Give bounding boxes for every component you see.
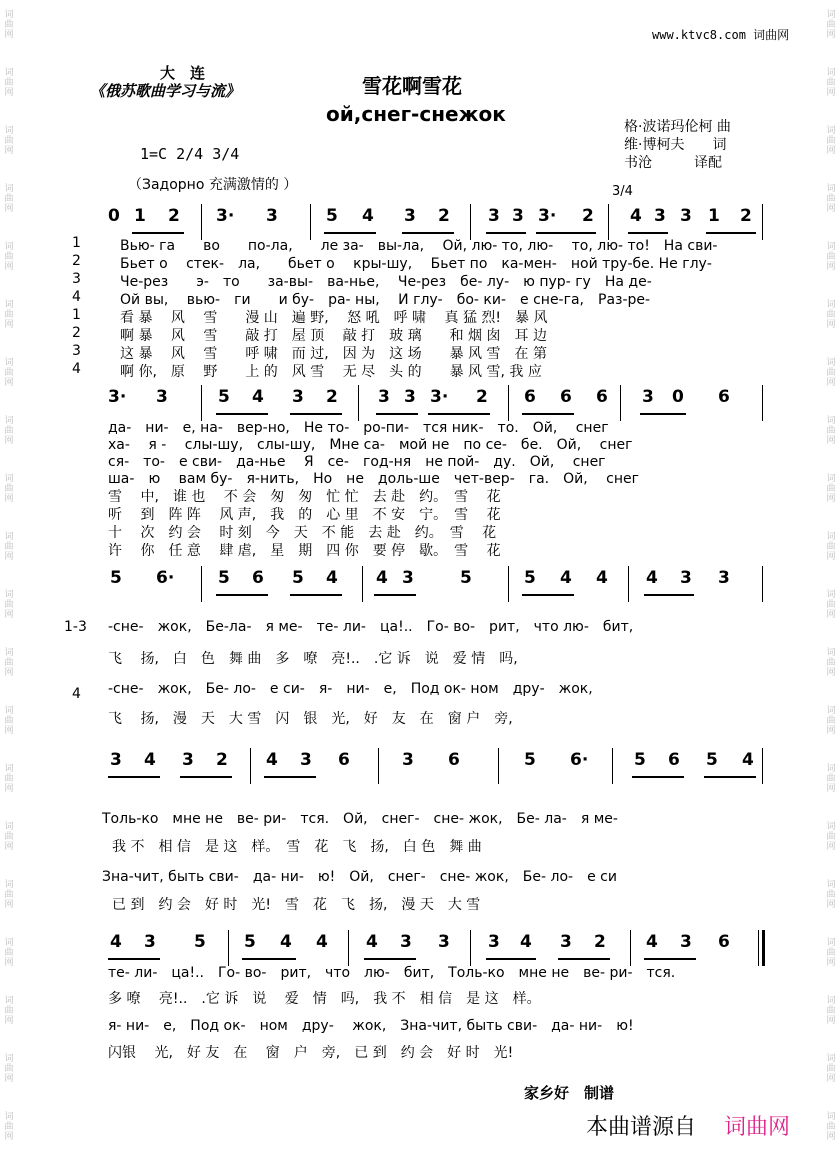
barline xyxy=(201,385,202,421)
note: 3 xyxy=(680,568,692,588)
verse-number: 3 xyxy=(72,271,81,287)
note: 2 xyxy=(326,387,338,407)
side-watermark-text: 词曲网 xyxy=(826,358,836,388)
note: 3· xyxy=(216,206,235,226)
side-watermark-text: 词曲网 xyxy=(826,996,836,1026)
barline xyxy=(628,566,629,602)
beam xyxy=(402,232,454,234)
note: 5 xyxy=(706,750,718,770)
note: 4 xyxy=(266,750,278,770)
note: 3 xyxy=(292,387,304,407)
side-watermark-text: 词曲网 xyxy=(4,822,14,852)
note: 1 xyxy=(134,206,146,226)
publisher-line2: 《俄苏歌曲学习与流》 xyxy=(90,82,241,100)
note: 5 xyxy=(460,568,472,588)
note: 3 xyxy=(144,932,156,952)
note: 6· xyxy=(156,568,175,588)
beam xyxy=(290,594,342,596)
note: 6 xyxy=(524,387,536,407)
note: 5 xyxy=(634,750,646,770)
lyric-line: я- ни- е, Под ок- ном дру- жок, Зна-чит, быть сви- да- ни- ю! xyxy=(108,1018,634,1034)
note: 3 xyxy=(680,206,692,226)
side-watermark-text: 词曲网 xyxy=(4,938,14,968)
lyric-line: ша- ю вам бу- я-нить, Но не доль-ше чет-вер- га. Ой, снег xyxy=(108,471,639,487)
beam xyxy=(264,776,316,778)
side-watermark-text: 词曲网 xyxy=(4,358,14,388)
lyric-line: Бьет о стек- ла, бьет о кры-шу, Бьет по ка-мен- ной тру-бе. Не глу- xyxy=(120,256,712,272)
note: 6 xyxy=(448,750,460,770)
beam xyxy=(216,413,268,415)
side-watermark-text: 词曲网 xyxy=(826,1112,836,1142)
note: 4 xyxy=(520,932,532,952)
note: 0 xyxy=(672,387,684,407)
note: 0 xyxy=(108,206,120,226)
beam xyxy=(242,958,296,960)
side-watermark-text: 词曲网 xyxy=(826,880,836,910)
note: 6 xyxy=(338,750,350,770)
lyric-line: Че-рез э- то за-вы- ва-нье, Че-рез бе- лу- ю пур- гу На де- xyxy=(120,274,652,290)
note: 3 xyxy=(680,932,692,952)
lyric-line: 雪 中, 谁 也 不 会 匆 匆 忙 忙 去 赴 约。 雪 花 xyxy=(108,489,501,505)
note: 4 xyxy=(560,568,572,588)
lyric-line: -сне- жок, Бе-ла- я ме- те- ли- ца!.. Го- во- рит, что лю- бит, xyxy=(108,619,634,635)
side-watermark-text: 词曲网 xyxy=(4,1054,14,1084)
note: 3 xyxy=(182,750,194,770)
note: 2 xyxy=(582,206,594,226)
note: 6 xyxy=(560,387,572,407)
beam xyxy=(704,776,756,778)
note: 5 xyxy=(218,387,230,407)
side-watermark-text: 词曲网 xyxy=(4,10,14,40)
note: 3 xyxy=(404,206,416,226)
barline xyxy=(620,385,621,421)
barline xyxy=(762,204,763,240)
lyric-line: 啊 暴 风 雪 敲 打 屋 顶 敲 打 玻 璃 和 烟 囱 耳 边 xyxy=(120,328,547,344)
beam xyxy=(132,232,184,234)
barline xyxy=(612,748,613,784)
lyric-line: -сне- жок, Бе- ло- е си- я- ни- е, Под ок- ном дру- жок, xyxy=(108,681,593,697)
credit-composer: 格·波诺玛伦柯 曲 xyxy=(624,119,731,135)
beam xyxy=(108,776,160,778)
beam xyxy=(180,776,232,778)
note: 4 xyxy=(646,932,658,952)
note: 4 xyxy=(316,932,328,952)
verse-number: 1 xyxy=(72,307,81,323)
note: 3· xyxy=(538,206,557,226)
beam xyxy=(706,232,756,234)
beam xyxy=(428,413,490,415)
lyric-line: Вью- га во по-ла, ле за- вы-ла, Ой, лю- то, лю- то, лю- то! На сви- xyxy=(120,238,718,254)
note: 3 xyxy=(488,206,500,226)
beam xyxy=(374,594,416,596)
barline xyxy=(378,748,379,784)
side-watermark-text: 词曲网 xyxy=(826,1054,836,1084)
beam xyxy=(558,958,610,960)
side-watermark-text: 词曲网 xyxy=(826,10,836,40)
note: 5 xyxy=(244,932,256,952)
verse-label: 1-3 xyxy=(64,619,87,635)
side-watermark-text: 词曲网 xyxy=(4,706,14,736)
barline xyxy=(348,930,349,966)
note: 4 xyxy=(280,932,292,952)
source-label: 本曲谱源自 xyxy=(586,1115,697,1140)
staff-system-3 xyxy=(100,566,764,606)
side-watermark-text: 词曲网 xyxy=(4,300,14,330)
site-watermark: www.ktvc8.com 词曲网 xyxy=(652,28,790,42)
side-watermark-text: 词曲网 xyxy=(826,300,836,330)
side-watermark-text: 词曲网 xyxy=(826,416,836,446)
verse-label: 4 xyxy=(72,686,81,702)
side-watermark-text: 词曲网 xyxy=(4,532,14,562)
note: 5 xyxy=(218,568,230,588)
note: 3 xyxy=(512,206,524,226)
side-watermark-text: 词曲网 xyxy=(826,764,836,794)
note: 4 xyxy=(376,568,388,588)
note: 5 xyxy=(194,932,206,952)
note: 4 xyxy=(252,387,264,407)
note: 2 xyxy=(438,206,450,226)
source-link[interactable]: 词曲网 xyxy=(724,1115,791,1140)
side-watermark-text: 词曲网 xyxy=(4,126,14,156)
lyric-line: 听 到 阵 阵 风 声, 我 的 心 里 不 安 宁。 雪 花 xyxy=(108,507,501,523)
note: 2 xyxy=(168,206,180,226)
barline xyxy=(470,930,471,966)
barline xyxy=(358,385,359,421)
beam xyxy=(364,958,416,960)
beam xyxy=(632,776,684,778)
side-watermark-text: 词曲网 xyxy=(4,474,14,504)
publisher-line1: 大 连 xyxy=(160,64,206,82)
barline xyxy=(758,930,759,966)
note: 6 xyxy=(718,387,730,407)
verse-number: 3 xyxy=(72,343,81,359)
side-watermark-text: 词曲网 xyxy=(4,242,14,272)
side-watermark-text: 词曲网 xyxy=(826,590,836,620)
note: 3 xyxy=(438,932,450,952)
key-signature: 1=C 2/4 3/4 xyxy=(140,145,240,163)
barline xyxy=(250,748,251,784)
verse-number: 4 xyxy=(72,361,81,377)
note: 3 xyxy=(654,206,666,226)
note: 3· xyxy=(108,387,127,407)
barline xyxy=(630,930,631,966)
staff-system-4 xyxy=(100,748,764,788)
lyric-line: 这 暴 风 雪 呼 啸 而 过, 因 为 这 场 暴 风 雪 在 第 xyxy=(120,346,547,362)
verse-number: 1 xyxy=(72,235,81,251)
barline xyxy=(762,566,763,602)
tempo-marking: （Задорно 充满激情的 ） xyxy=(128,177,298,193)
note: 6 xyxy=(718,932,730,952)
side-watermark-text: 词曲网 xyxy=(4,416,14,446)
note: 3 xyxy=(402,568,414,588)
note: 3 xyxy=(300,750,312,770)
lyric-line: 十 次 约 会 时 刻 今 天 不 能 去 赴 约。 雪 花 xyxy=(108,525,497,541)
note: 3 xyxy=(488,932,500,952)
beam xyxy=(522,594,574,596)
beam xyxy=(644,958,696,960)
lyric-line: 飞 扬, 白 色 舞 曲 多 嘹 亮!.. .它 诉 说 爱 情 吗, xyxy=(108,651,518,667)
note: 3 xyxy=(404,387,416,407)
lyric-line: 飞 扬, 漫 天 大 雪 闪 银 光, 好 友 在 窗 户 旁, xyxy=(108,711,513,727)
note: 4 xyxy=(742,750,754,770)
side-watermark-text: 词曲网 xyxy=(4,590,14,620)
barline xyxy=(201,566,202,602)
note: 6· xyxy=(570,750,589,770)
note: 5 xyxy=(292,568,304,588)
barline xyxy=(762,385,763,421)
note: 3 xyxy=(642,387,654,407)
note: 5 xyxy=(524,568,536,588)
lyric-line: 我 不 相 信 是 这 样。 雪 花 飞 扬, 白 色 舞 曲 xyxy=(112,839,482,855)
verse-number: 2 xyxy=(72,325,81,341)
note: 3 xyxy=(718,568,730,588)
beam xyxy=(628,232,668,234)
note: 1 xyxy=(708,206,720,226)
right-watermark-strip xyxy=(824,0,838,1169)
side-watermark-text: 词曲网 xyxy=(826,648,836,678)
lyric-line: 许 你 任 意 肆 虐, 星 期 四 你 要 停 歇。 雪 花 xyxy=(108,543,501,559)
lyric-line: Ой вы, вью- ги и бу- ра- ны, И глу- бо- ки- е сне-га, Раз-ре- xyxy=(120,292,651,308)
note: 4 xyxy=(110,932,122,952)
note: 4 xyxy=(366,932,378,952)
beam xyxy=(486,958,536,960)
note: 2 xyxy=(594,932,606,952)
note: 3 xyxy=(110,750,122,770)
beam xyxy=(640,413,686,415)
note: 4 xyxy=(630,206,642,226)
lyric-line: те- ли- ца!.. Го- во- рит, что лю- бит, Толь-ко мне не ве- ри- тся. xyxy=(108,965,676,981)
time-change: 3/4 xyxy=(612,184,633,199)
side-watermark-text: 词曲网 xyxy=(4,648,14,678)
lyric-line: Толь-ко мне не ве- ри- тся. Ой, снег- сне- жок, Бе- ла- я ме- xyxy=(102,811,618,827)
note: 5 xyxy=(326,206,338,226)
side-watermark-text: 词曲网 xyxy=(826,242,836,272)
verse-number: 2 xyxy=(72,253,81,269)
side-watermark-text: 词曲网 xyxy=(4,1112,14,1142)
beam xyxy=(522,413,574,415)
lyric-line: ся- то- е сви- да-нье Я се- год-ня не пой- ду. Ой, снег xyxy=(108,454,606,470)
note: 4 xyxy=(646,568,658,588)
beam xyxy=(486,232,526,234)
lyric-line: ха- я - слы-шу, слы-шу, Мне са- мой не по се- бе. Ой, снег xyxy=(108,437,633,453)
side-watermark-text: 词曲网 xyxy=(4,184,14,214)
side-watermark-text: 词曲网 xyxy=(4,996,14,1026)
note: 4 xyxy=(596,568,608,588)
beam xyxy=(536,232,596,234)
note: 5 xyxy=(110,568,122,588)
barline xyxy=(508,385,509,421)
note: 2 xyxy=(740,206,752,226)
beam xyxy=(216,594,268,596)
lyric-line: 啊 你, 原 野 上 的 风 雪 无 尽 头 的 暴 风 雪, 我 应 xyxy=(120,364,542,380)
note: 4 xyxy=(144,750,156,770)
lyric-line: Зна-чит, быть сви- да- ни- ю! Ой, снег- сне- жок, Бе- ло- е си xyxy=(102,869,617,885)
note: 6 xyxy=(252,568,264,588)
beam xyxy=(644,594,694,596)
barline xyxy=(228,930,229,966)
side-watermark-text: 词曲网 xyxy=(826,938,836,968)
beam xyxy=(108,958,160,960)
side-watermark-text: 词曲网 xyxy=(826,184,836,214)
barline xyxy=(362,566,363,602)
final-barline xyxy=(762,930,765,966)
beam xyxy=(376,413,418,415)
barline xyxy=(508,566,509,602)
left-watermark-strip xyxy=(2,0,16,1169)
side-watermark-text: 词曲网 xyxy=(4,764,14,794)
verse-number: 4 xyxy=(72,289,81,305)
note: 3 xyxy=(560,932,572,952)
note: 3 xyxy=(266,206,278,226)
lyric-line: 闪银 光, 好 友 在 窗 户 旁, 已 到 约 会 好 时 光! xyxy=(108,1045,514,1061)
beam xyxy=(290,413,342,415)
lyric-line: 看 暴 风 雪 漫 山 遍 野, 怒 吼 呼 啸 真 猛 烈! 暴 风 xyxy=(120,310,548,326)
beam xyxy=(324,232,376,234)
side-watermark-text: 词曲网 xyxy=(826,68,836,98)
note: 6 xyxy=(668,750,680,770)
note: 3 xyxy=(400,932,412,952)
lyric-line: 已 到 约 会 好 时 光! 雪 花 飞 扬, 漫 天 大 雪 xyxy=(112,897,481,913)
side-watermark-text: 词曲网 xyxy=(826,706,836,736)
note: 6 xyxy=(596,387,608,407)
lyric-line: да- ни- е, на- вер-но, Не то- ро-пи- тся ник- то. Ой, снег xyxy=(108,420,609,436)
side-watermark-text: 词曲网 xyxy=(826,822,836,852)
note: 3 xyxy=(156,387,168,407)
title-russian: ой,снег-снежок xyxy=(326,102,506,126)
title-chinese: 雪花啊雪花 xyxy=(362,74,462,98)
credit-translator: 书沧 译配 xyxy=(624,155,722,171)
score-maker: 家乡好 制谱 xyxy=(524,1084,615,1102)
side-watermark-text: 词曲网 xyxy=(826,126,836,156)
note: 4 xyxy=(362,206,374,226)
side-watermark-text: 词曲网 xyxy=(826,474,836,504)
side-watermark-text: 词曲网 xyxy=(4,880,14,910)
note: 3 xyxy=(378,387,390,407)
credit-lyricist: 维·博柯夫 词 xyxy=(624,137,727,153)
barline xyxy=(762,748,763,784)
note: 4 xyxy=(326,568,338,588)
side-watermark-text: 词曲网 xyxy=(826,532,836,562)
note: 3 xyxy=(402,750,414,770)
note: 3· xyxy=(430,387,449,407)
lyric-line: 多 嘹 亮!.. .它 诉 说 爱 情 吗, 我 不 相 信 是 这 样。 xyxy=(108,991,541,1007)
side-watermark-text: 词曲网 xyxy=(4,68,14,98)
note: 2 xyxy=(476,387,488,407)
note: 5 xyxy=(524,750,536,770)
barline xyxy=(498,748,499,784)
note: 2 xyxy=(216,750,228,770)
